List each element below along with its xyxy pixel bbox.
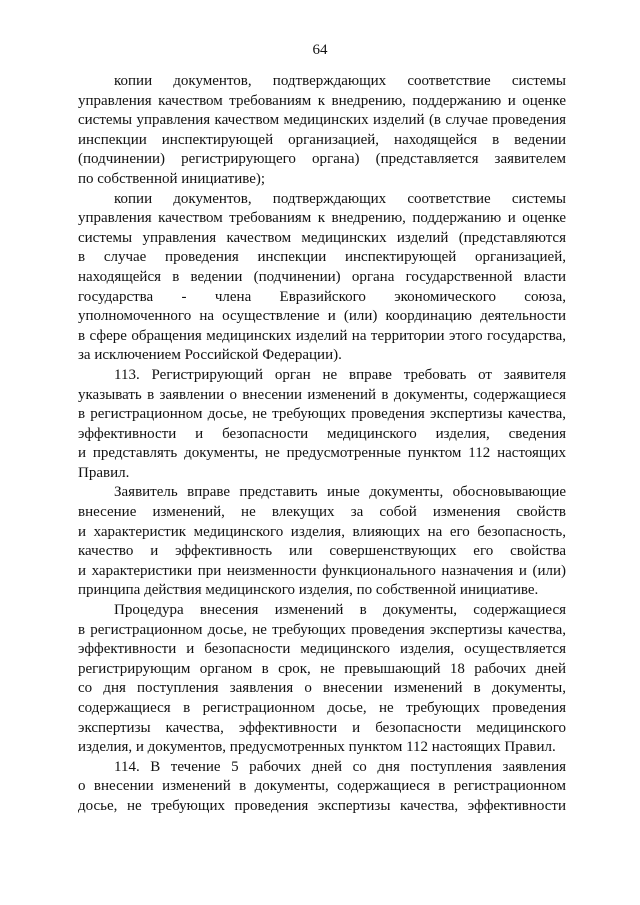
text-line: государства - члена Евразийского экономического союза,: [78, 288, 566, 305]
text-line: в регистрационном досье, не требующих проведения экспертизы качества,: [78, 406, 566, 423]
paragraph-applicant-right: [78, 483, 566, 601]
text-line: находящейся в ведении (подчинении) органа государственной власти: [78, 268, 566, 285]
text-line: по собственной инициативе);: [78, 170, 266, 187]
text-line: инспекции инспектирующей организацией, находящейся в ведении: [78, 131, 566, 148]
text-line: указывать в заявлении о внесении изменений в документы, содержащиеся: [78, 386, 566, 403]
document-body: [78, 72, 566, 817]
page-number: 64: [312, 42, 328, 58]
text-line: и характеристики при неизменности функционального назначения и (или): [78, 562, 566, 579]
text-line: 114. В течение 5 рабочих дней со дня поступления заявления: [114, 758, 566, 775]
text-line: уполномоченного на осуществление и (или) координацию деятельности: [78, 308, 566, 325]
text-line: 113. Регистрирующий орган не вправе требовать от заявителя: [114, 366, 566, 383]
text-line: Процедура внесения изменений в документы, содержащиеся: [114, 602, 566, 619]
text-line: принципа действия медицинского изделия, по собственной инициативе.: [78, 582, 539, 599]
text-line: и характеристик медицинского изделия, влияющих на его безопасность,: [78, 523, 566, 540]
text-line: за исключением Российской Федерации).: [78, 347, 342, 364]
text-line: изделия, и документов, предусмотренных пунктом 112 настоящих Правил.: [78, 739, 556, 756]
text-line: управления качеством требованиям к внедрению, поддержанию и оценке: [78, 92, 566, 109]
text-line: (подчинении) регистрирующего органа) (представляется заявителем: [78, 151, 566, 168]
text-line: эффективности и безопасности медицинского изделия, сведения: [78, 425, 566, 442]
paragraph-procedure: [78, 601, 566, 758]
text-line: в случае проведения инспекции инспектирующей организацией,: [78, 249, 566, 266]
text-line: системы управления качеством медицинских изделий (в случае проведения: [78, 112, 566, 129]
text-line: в регистрационном досье, не требующих проведения экспертизы качества,: [78, 621, 566, 638]
text-line: эффективности и безопасности медицинского изделия, осуществляется: [78, 641, 566, 658]
text-line: управления качеством требованиям к внедрению, поддержанию и оценке: [78, 210, 566, 227]
paragraph-qms-copies-eaeu: [78, 190, 566, 366]
text-line: регистрирующим органом в срок, не превышающий 18 рабочих дней: [78, 660, 566, 677]
text-line: Заявитель вправе представить иные документы, обосновывающие: [114, 484, 566, 501]
text-line: системы управления качеством медицинских изделий (представляются: [78, 229, 566, 246]
text-line: качество и эффективность или совершенствующих его свойства: [78, 543, 566, 560]
text-line: внесение изменений, не влекущих за собой изменения свойств: [78, 504, 566, 521]
paragraph-113: [78, 366, 566, 484]
text-line: со дня поступления заявления о внесении изменений в документы,: [78, 680, 566, 697]
text-line: о внесении изменений в документы, содержащиеся в регистрационном: [78, 778, 566, 795]
text-line: экспертизы качества, эффективности и безопасности медицинского: [78, 719, 566, 736]
text-line: копии документов, подтверждающих соответствие системы: [114, 73, 566, 89]
text-line: в сфере обращения медицинских изделий на территории этого государства,: [78, 327, 566, 344]
paragraph-114: [78, 758, 566, 817]
text-line: досье, не требующих проведения экспертизы качества, эффективности: [78, 797, 566, 814]
text-line: содержащиеся в регистрационном досье, не требующих проведения: [78, 700, 566, 716]
text-line: Правил.: [78, 464, 130, 481]
text-line: и представлять документы, не предусмотренные пунктом 112 настоящих: [78, 445, 566, 462]
paragraph-qms-copies-initiative: [78, 72, 566, 190]
text-line: копии документов, подтверждающих соответствие системы: [114, 190, 566, 207]
